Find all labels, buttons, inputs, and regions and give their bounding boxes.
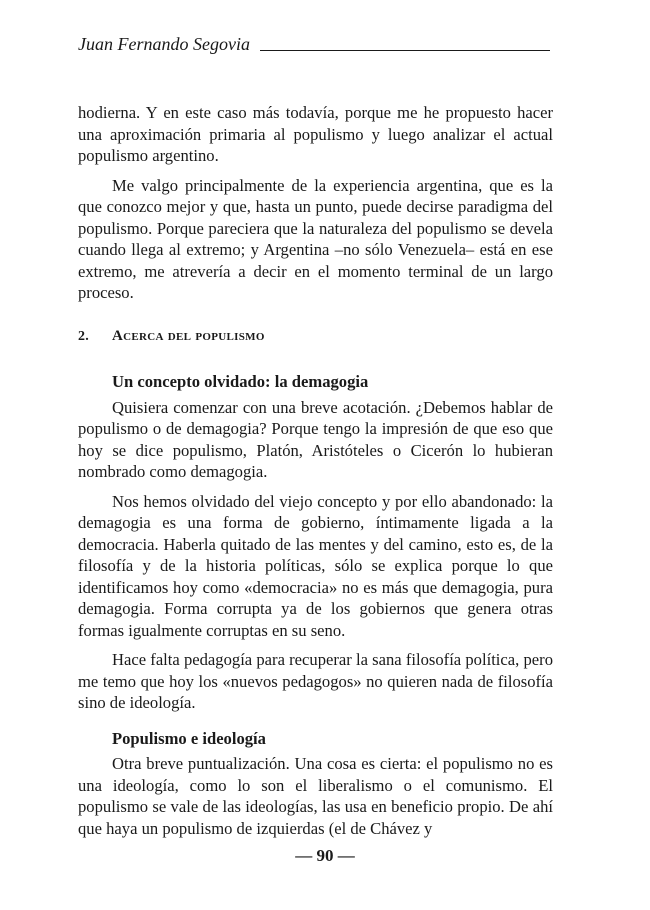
header-rule	[260, 50, 550, 51]
page-body	[78, 102, 553, 847]
section-number: 2.	[78, 328, 90, 344]
paragraph: Otra breve puntualización. Una cosa es cierta: el populismo no es una ideología, como lo son el liberalismo o el comunismo. El populismo se vale de las ideologías, las usa en beneficio propio. De ahí que haya un populismo de izquierdas (el de Chávez y	[78, 754, 553, 838]
subheading: Populismo e ideología	[112, 728, 266, 748]
section-heading	[78, 326, 553, 348]
section-title: Acerca del populismo	[112, 327, 265, 344]
paragraph: Quisiera comenzar con una breve acotación. ¿Debemos hablar de populismo o de demagogia? Porque tengo la impresión de que eso que hoy se dice populismo, Platón, Aristóteles o Cicerón lo hubieran nombrado como demagogia.	[78, 397, 553, 481]
page-number: — 90 —	[295, 846, 355, 865]
subheading: Un concepto olvidado: la demagogia	[112, 372, 369, 391]
header-author: Juan Fernando Segovia	[78, 34, 250, 54]
running-header	[78, 34, 550, 55]
paragraph: Nos hemos olvidado del viejo concepto y por ello abandonado: la demagogia es una forma de gobierno, íntimamente ligada a la democracia. Haberla quitado de las mentes y del camino, esto es, de la filosofía y de la historia políticas, sólo se explica porque lo que identificamos hoy como «democracia» no es más que demagogia, pura demagogia. Forma corrupta ya de los gobiernos que genera otras formas igualmente corruptas en su seno.	[78, 491, 553, 640]
paragraph: Me valgo principalmente de la experiencia argentina, que es la que conozco mejor y que, hasta un punto, puede decirse paradigma del populismo. Porque pareciera que la naturaleza del populismo se devela cuando llega al extremo; y Argentina –no sólo Venezuela– está en ese extremo, me atrevería a decir en el momento terminal de un largo proceso.	[78, 175, 553, 302]
paragraph: Hace falta pedagogía para recuperar la sana filosofía política, pero me temo que hoy los «nuevos pedagogos» no quieren nada de filosofía sino de ideología.	[78, 650, 553, 712]
paragraph: hodierna. Y en este caso más todavía, porque me he propuesto hacer una aproximación primaria al populismo y luego analizar el actual populismo argentino.	[78, 103, 553, 165]
